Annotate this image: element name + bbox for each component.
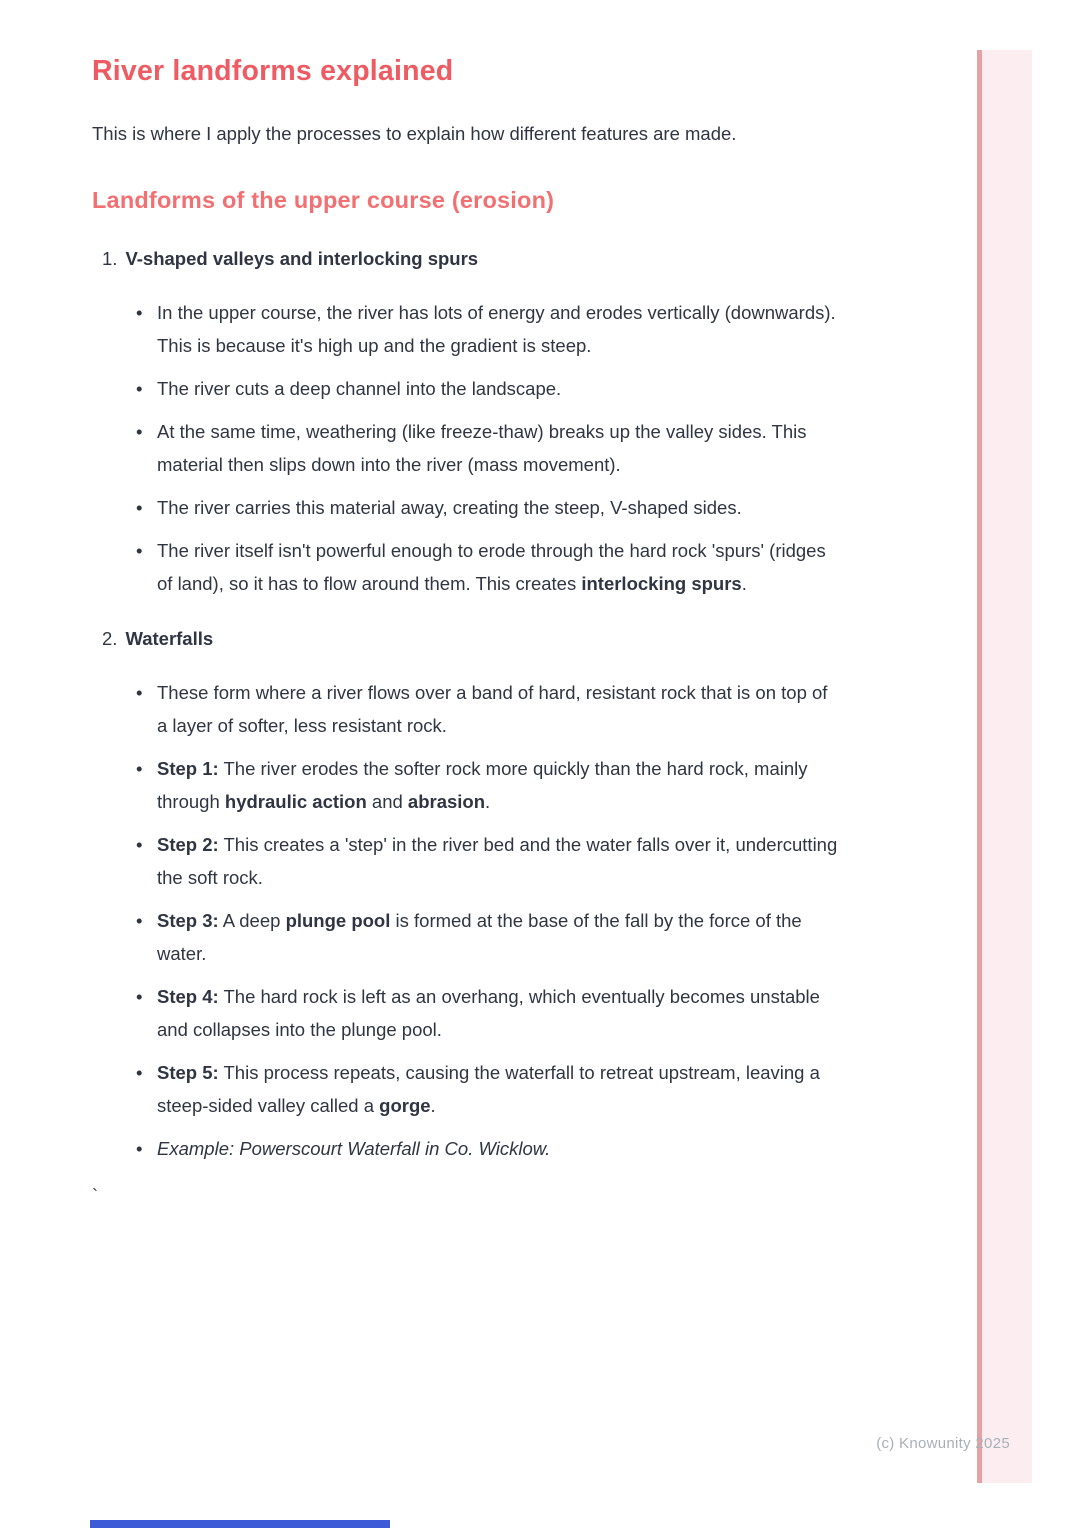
bullet-marker: • (136, 302, 143, 323)
page-edge-accent-bar (977, 50, 1032, 1483)
text-segment: . (741, 573, 747, 594)
page-title: River landforms explained (92, 55, 454, 87)
text-segment: plunge pool (285, 910, 391, 931)
bullet-marker: • (136, 497, 143, 518)
text-segment: Step 4: (157, 986, 219, 1007)
text-segment: The river carries this material away, creating the steep, V-shaped sides. (157, 497, 742, 518)
bullet-item (136, 1056, 839, 1122)
bullet-list (92, 296, 844, 600)
text-segment: At the same time, weathering (like freeze-thaw) breaks up the valley sides. This material then slips down into the river (mass movement). (157, 421, 807, 475)
text-segment: Step 1: (157, 758, 219, 779)
bullet-item (136, 491, 839, 524)
bullet-marker: • (136, 540, 143, 561)
numbered-item (92, 622, 844, 1165)
bullet-marker: • (136, 910, 143, 931)
bullet-item (136, 372, 839, 405)
bullet-marker: • (136, 421, 143, 442)
bullet-item (136, 534, 839, 600)
bullet-list (92, 676, 844, 1165)
text-segment: hydraulic action (224, 791, 367, 812)
text-segment: . (430, 1095, 436, 1116)
bullet-item (136, 980, 839, 1046)
numbered-item-heading (92, 622, 844, 655)
landforms-numbered-list (92, 242, 844, 1165)
text-segment: Step 2: (157, 834, 219, 855)
numbered-item (92, 242, 844, 600)
text-segment: These form where a river flows over a band of hard, resistant rock that is on top of a layer of softer, less resistant rock. (157, 682, 828, 736)
text-segment: In the upper course, the river has lots of energy and erodes vertically (downwards). This is because it's high up and the gradient is steep. (157, 302, 836, 356)
item-title: V-shaped valleys and interlocking spurs (125, 248, 479, 269)
bullet-marker: • (136, 834, 143, 855)
bullet-marker: • (136, 758, 143, 779)
bullet-item (136, 752, 839, 818)
bullet-item (136, 1132, 839, 1165)
bullet-marker: • (136, 986, 143, 1007)
bullet-marker: • (136, 682, 143, 703)
item-title: Waterfalls (125, 628, 214, 649)
text-segment: and (366, 791, 408, 812)
bullet-item (136, 296, 839, 362)
item-number: 2. (102, 628, 118, 649)
stray-backtick: ` (92, 1185, 99, 1206)
text-segment: is formed at the base of the fall by the force of the water. (157, 910, 802, 964)
intro-paragraph: This is where I apply the processes to explain how different features are made. (92, 123, 737, 144)
bottom-progress-bar (90, 1520, 390, 1528)
copyright-footer: (c) Knowunity 2025 (876, 1435, 1010, 1452)
text-segment: interlocking spurs (581, 573, 742, 594)
text-segment: Step 3: (157, 910, 219, 931)
bullet-marker: • (136, 1138, 143, 1159)
bullet-item (136, 828, 839, 894)
bullet-marker: • (136, 378, 143, 399)
text-segment: This process repeats, causing the waterfall to retreat upstream, leaving a steep-sided valley called a (157, 1062, 820, 1116)
numbered-item-heading (92, 242, 844, 275)
bullet-marker: • (136, 1062, 143, 1083)
text-segment: This creates a 'step' in the river bed and the water falls over it, undercutting the soft rock. (157, 834, 838, 888)
text-segment: Example: Powerscourt Waterfall in Co. Wicklow. (157, 1138, 551, 1159)
text-segment: abrasion (407, 791, 486, 812)
text-segment: A deep (218, 910, 286, 931)
document-body (92, 0, 844, 1212)
section-heading: Landforms of the upper course (erosion) (92, 187, 555, 213)
text-segment: Step 5: (157, 1062, 219, 1083)
bullet-item (136, 676, 839, 742)
text-segment: The river erodes the softer rock more quickly than the hard rock, mainly through (157, 758, 808, 812)
text-segment: The river cuts a deep channel into the landscape. (157, 378, 562, 399)
item-number: 1. (102, 248, 118, 269)
text-segment: The river itself isn't powerful enough to erode through the hard rock 'spurs' (ridges of land), so it has to flow around them. This creates (157, 540, 826, 594)
bullet-item (136, 904, 839, 970)
text-segment: The hard rock is left as an overhang, which eventually becomes unstable and collapses into the plunge pool. (157, 986, 820, 1040)
bullet-item (136, 415, 839, 481)
text-segment: . (485, 791, 491, 812)
text-segment: gorge (379, 1095, 431, 1116)
